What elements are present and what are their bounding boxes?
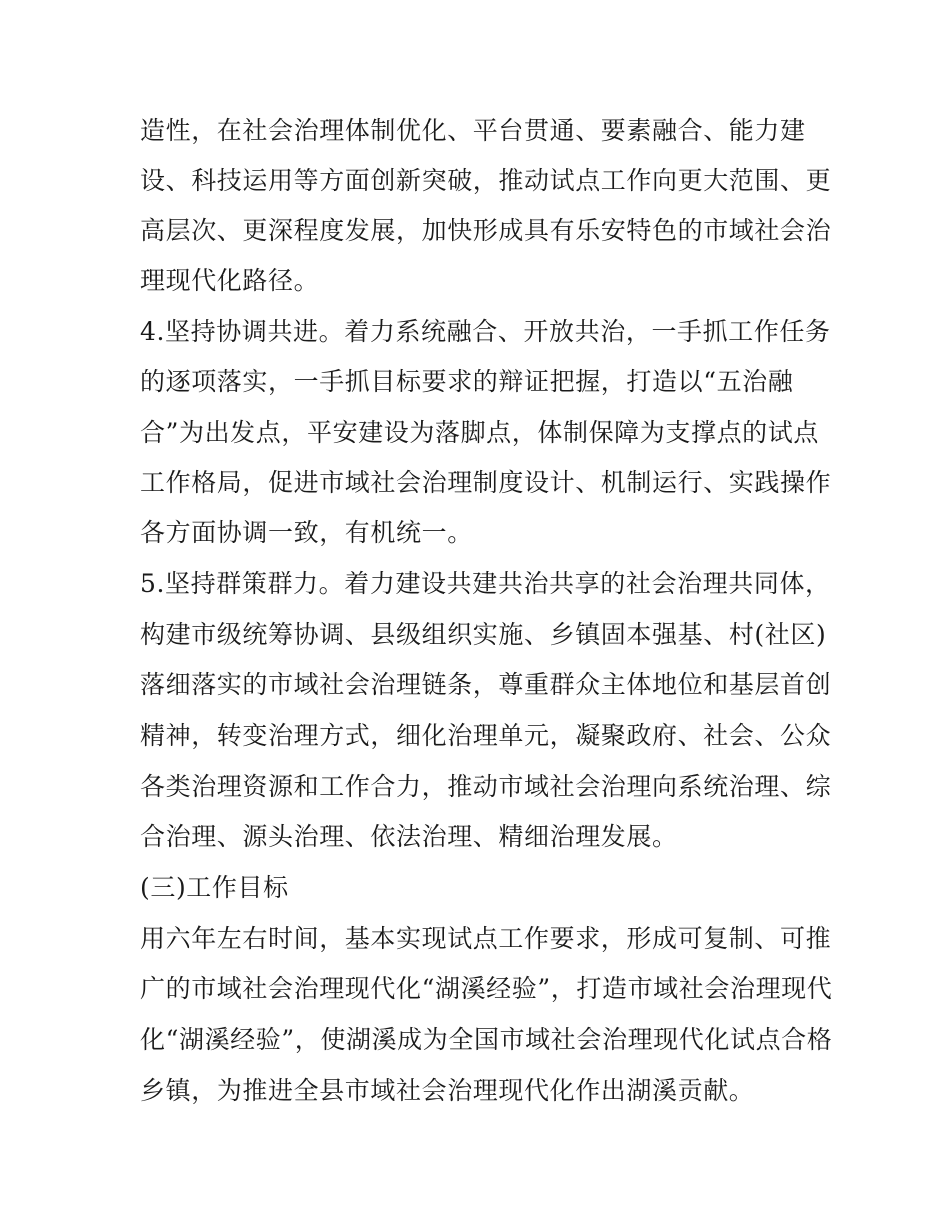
text-line: 的逐项落实，一手抓目标要求的辩证把握，打造以“五治融 [140,367,794,396]
subsection-heading: (三)工作目标 [140,873,289,902]
section-heading-line: 5.坚持群策群力。着力建设共建共治共享的社会治理共同体， [140,569,831,598]
text-line: 各方面协调一致，有机统一。 [140,518,473,547]
text-line: 广的市域社会治理现代化“湖溪经验”，打造市域社会治理现代 [140,974,833,1003]
text-line: 设、科技运用等方面创新突破，推动试点工作向更大范围、更 [140,166,832,195]
text-line: 构建市级统筹协调、县级组织实施、乡镇固本强基、村(社区) [140,620,827,649]
text-line: 理现代化路径。 [140,266,320,295]
text-line: 造性，在社会治理体制优化、平台贯通、要素融合、能力建 [140,116,806,145]
text-line: 化“湖溪经验”，使湖溪成为全国市域社会治理现代化试点合格 [140,1025,833,1054]
text-line: 精神，转变治理方式，细化治理单元，凝聚政府、社会、公众 [140,721,832,750]
text-line: 高层次、更深程度发展，加快形成具有乐安特色的市域社会治 [140,216,832,245]
text-line: 落细落实的市域社会治理链条，尊重群众主体地位和基层首创 [140,670,832,699]
text-line: 乡镇，为推进全县市域社会治理现代化作出湖溪贡献。 [140,1076,755,1105]
text-line: 工作格局，促进市域社会治理制度设计、机制运行、实践操作 [140,468,832,497]
text-line: 各类治理资源和工作合力，推动市域社会治理向系统治理、综 [140,772,832,801]
section-heading-line: 4.坚持协调共进。着力系统融合、开放共治，一手抓工作任务 [140,317,831,346]
text-line: 合治理、源头治理、依法治理、精细治理发展。 [140,822,678,851]
text-line: 用六年左右时间，基本实现试点工作要求，形成可复制、可推 [140,924,832,953]
text-line: 合”为出发点，平安建设为落脚点，体制保障为支撑点的试点 [140,418,819,447]
